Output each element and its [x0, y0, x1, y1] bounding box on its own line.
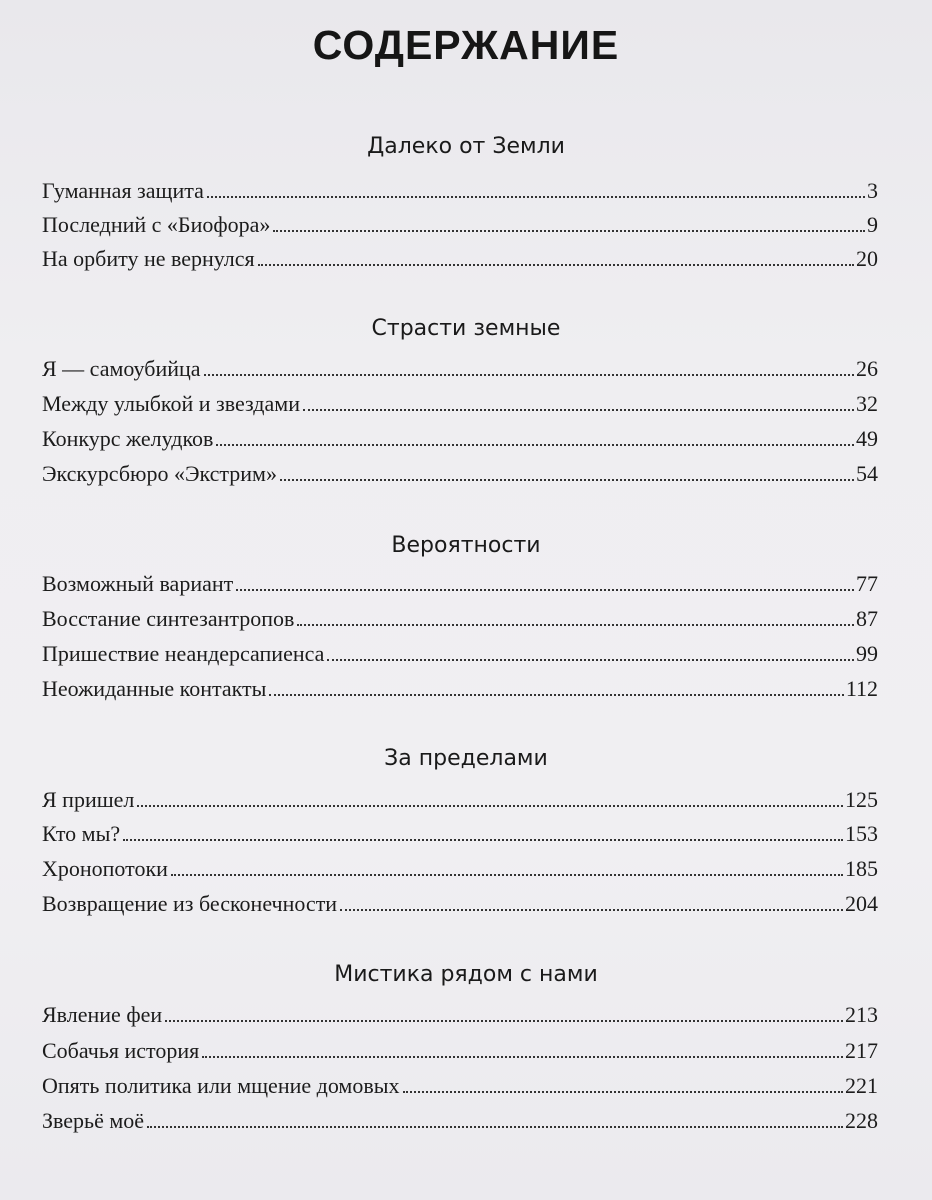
toc-entry-title: Возвращение из бесконечности	[42, 891, 338, 916]
toc-entry-page: 9	[867, 212, 878, 237]
toc-entry-title: Возможный вариант	[42, 571, 234, 596]
toc-entry[interactable]	[42, 424, 878, 454]
toc-entry[interactable]	[42, 889, 878, 919]
toc-entry-title: Явление феи	[42, 1002, 163, 1027]
toc-entry[interactable]	[42, 854, 878, 884]
toc-entry-title: Хронопотоки	[42, 856, 168, 881]
toc-entry-page: 87	[856, 606, 878, 631]
toc-entry-title: Опять политика или мщение домовых	[42, 1073, 400, 1098]
dot-leader	[340, 908, 843, 911]
toc-entry-page: 20	[856, 246, 878, 271]
dot-leader	[171, 873, 843, 876]
toc-entry[interactable]	[42, 176, 878, 206]
toc-entry[interactable]	[42, 1071, 878, 1101]
toc-entry-title: Собачья история	[42, 1038, 200, 1063]
toc-entry-title: Я — самоубийца	[42, 356, 201, 381]
toc-entry-title: Восстание синтезантропов	[42, 606, 295, 631]
dot-leader	[123, 838, 843, 841]
toc-entry-page: 228	[845, 1108, 878, 1133]
toc-entry[interactable]	[42, 244, 878, 274]
dot-leader	[216, 443, 854, 446]
toc-entry[interactable]	[42, 354, 878, 384]
toc-entry-page: 77	[856, 571, 878, 596]
toc-entry-page: 99	[856, 641, 878, 666]
toc-entry-title: Кто мы?	[42, 821, 121, 846]
dot-leader	[269, 693, 843, 696]
dot-leader	[403, 1090, 844, 1093]
toc-entry-page: 112	[845, 676, 878, 701]
toc-entry-page: 185	[845, 856, 878, 881]
toc-entry-page: 32	[856, 391, 878, 416]
page-title: СОДЕРЖАНИЕ	[312, 22, 620, 68]
dot-leader	[207, 195, 865, 198]
toc-entry-page: 213	[845, 1002, 878, 1027]
dot-leader	[202, 1055, 843, 1058]
toc-entry[interactable]	[42, 1000, 878, 1030]
dot-leader	[327, 658, 854, 661]
section-heading: За пределами	[384, 746, 548, 771]
toc-entry-page: 125	[845, 787, 878, 812]
toc-entry-title: Гуманная защита	[42, 178, 204, 203]
dot-leader	[280, 478, 854, 481]
toc-entry-title: На орбиту не вернулся	[42, 246, 255, 271]
dot-leader	[165, 1019, 843, 1022]
toc-entry-title: Конкурс желудков	[42, 426, 214, 451]
dot-leader	[297, 623, 854, 626]
toc-entry-title: Последний с «Биофора»	[42, 212, 271, 237]
toc-entry-title: Я пришел	[42, 787, 135, 812]
toc-entry[interactable]	[42, 785, 878, 815]
toc-entry-page: 3	[867, 178, 878, 203]
toc-entry-page: 26	[856, 356, 878, 381]
toc-entry-page: 54	[856, 461, 878, 486]
dot-leader	[258, 263, 854, 266]
toc-entry-title: Зверьё моё	[42, 1108, 145, 1133]
toc-entry-title: Между улыбкой и звездами	[42, 391, 300, 416]
section-heading: Далеко от Земли	[367, 134, 565, 159]
toc-entry-title: Пришествие неандерсапиенса	[42, 641, 325, 666]
toc-entry[interactable]	[42, 819, 878, 849]
toc-entry-title: Неожиданные контакты	[42, 676, 267, 701]
toc-entry[interactable]	[42, 1106, 878, 1136]
toc-entry[interactable]	[42, 1036, 878, 1066]
section-heading: Страсти земные	[371, 316, 561, 341]
dot-leader	[236, 588, 854, 591]
toc-entry[interactable]	[42, 674, 878, 704]
toc-entry[interactable]	[42, 389, 878, 419]
toc-entry[interactable]	[42, 459, 878, 489]
dot-leader	[147, 1125, 843, 1128]
dot-leader	[303, 408, 854, 411]
toc-entry[interactable]	[42, 639, 878, 669]
dot-leader	[204, 373, 854, 376]
section-heading: Вероятности	[391, 533, 541, 558]
toc-entry-page: 217	[845, 1038, 878, 1063]
dot-leader	[273, 229, 865, 232]
toc-entry-page: 49	[856, 426, 878, 451]
section-heading: Мистика рядом с нами	[334, 962, 598, 987]
toc-entry-page: 153	[845, 821, 878, 846]
toc-entry[interactable]	[42, 604, 878, 634]
toc-entry[interactable]	[42, 210, 878, 240]
toc-entry-page: 221	[845, 1073, 878, 1098]
dot-leader	[137, 804, 843, 807]
toc-entry[interactable]	[42, 569, 878, 599]
toc-entry-page: 204	[845, 891, 878, 916]
toc-entry-title: Экскурсбюро «Экстрим»	[42, 461, 277, 486]
